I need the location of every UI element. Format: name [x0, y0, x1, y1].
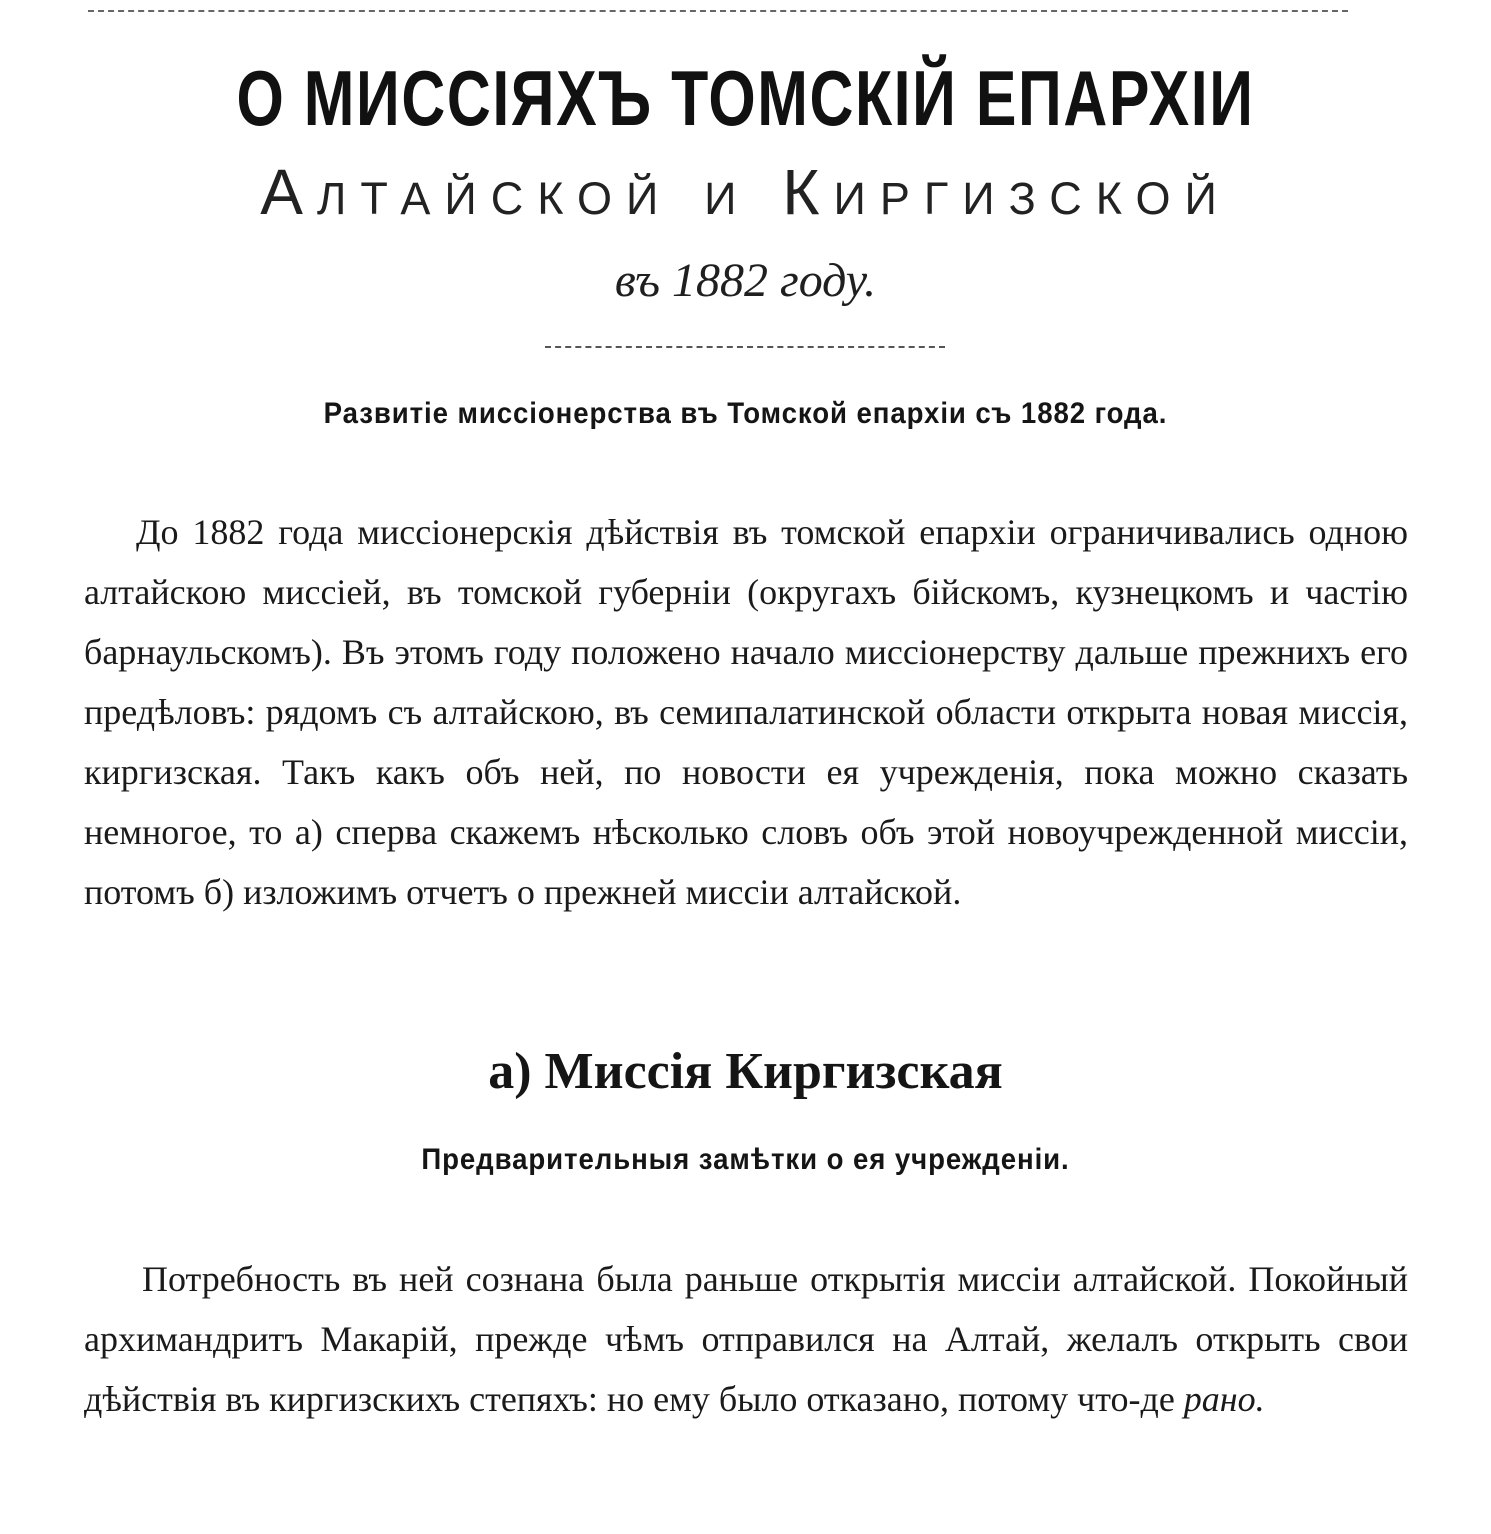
section-a-subheading: Предварительныя замѣтки о ея учрежденіи. — [421, 1143, 1070, 1176]
section-a-emphasis: рано. — [1183, 1379, 1265, 1419]
section-a-paragraph-text: Потребность въ ней сознана была раньше открытія миссіи алтайской. Покойный архимандритъ Макарій, прежде чѣмъ отправился на Алтай, желалъ открыть свои дѣйствія въ киргизскихъ степяхъ: но ему было отказано, потому что-де — [84, 1259, 1408, 1419]
top-decorative-rule — [88, 10, 1348, 14]
title-separator — [545, 346, 945, 350]
title-line-3: въ 1882 году. — [614, 254, 877, 307]
intro-heading: Развитіе миссіонерства въ Томской епархіи съ 1882 года. — [323, 397, 1168, 430]
section-a-heading: а) Миссія Киргизская — [488, 1043, 1003, 1100]
title-line-2: Алтайской и Киргизской — [260, 156, 1231, 228]
intro-paragraph: До 1882 года миссіонерскія дѣйствія въ томской епархіи ограничивались одною алтайскою миссіей, въ томской губерніи (округахъ бійскомъ, кузнецкомъ и частію барнаульскомъ). Въ этомъ году положено начало миссіонерству дальше прежнихъ его предѣловъ: рядомъ съ алтайскою, въ семипалатинской области открыта новая миссія, киргизская. Такъ какъ объ ней, по новости ея учрежденія, пока можно сказать немногое, то а) сперва скажемъ нѣсколько словъ объ этой новоучрежденной миссіи, потомъ б) изложимъ отчетъ о прежней миссіи алтайской. — [84, 512, 1408, 912]
section-a-paragraph — [84, 1249, 1408, 1429]
title-line-1: О МИССІЯХЪ ТОМСКІЙ ЕПАРХІИ — [236, 54, 1255, 142]
